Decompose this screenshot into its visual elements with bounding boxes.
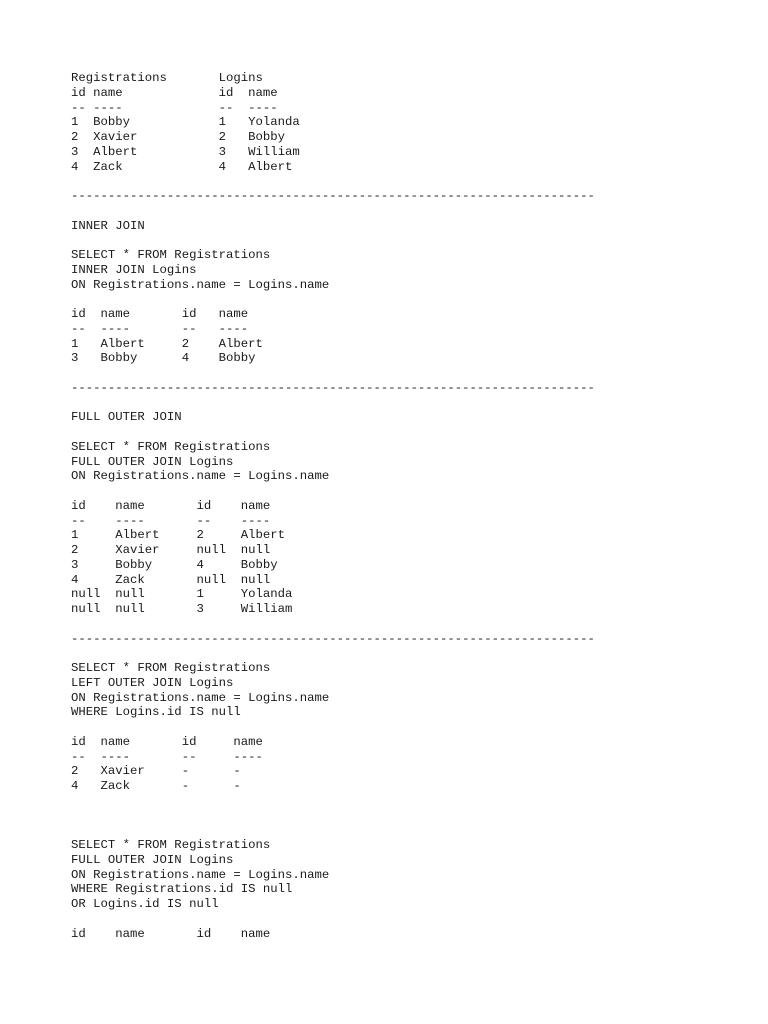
result-line: 2 Xavier - - bbox=[71, 764, 241, 779]
result-line: 1 Albert 2 Albert bbox=[71, 336, 263, 351]
result-line: id name id name bbox=[71, 926, 271, 941]
result-line: 3 Bobby 4 Bobby bbox=[71, 351, 256, 366]
result-line: null null 1 Yolanda bbox=[71, 587, 293, 602]
separator-line: ----------------------------------------------------------------------- bbox=[71, 380, 595, 395]
result-line: -- ---- -- ---- bbox=[71, 513, 271, 528]
doc-line: id name id name bbox=[71, 85, 278, 100]
sql-line: ON Registrations.name = Logins.name bbox=[71, 867, 330, 882]
result-line: null null 3 William bbox=[71, 602, 293, 616]
sql-line: SELECT * FROM Registrations bbox=[71, 661, 271, 675]
sql-line: SELECT * FROM Registrations bbox=[71, 838, 271, 852]
sql-line: LEFT OUTER JOIN Logins bbox=[71, 675, 234, 690]
doc-line: 3 Albert 3 William bbox=[71, 144, 300, 159]
doc-line: 2 Xavier 2 Bobby bbox=[71, 130, 286, 144]
doc-line: 4 Zack 4 Albert bbox=[71, 159, 293, 174]
sql-line: OR Logins.id IS null bbox=[71, 897, 219, 911]
sql-line: ON Registrations.name = Logins.name bbox=[71, 277, 330, 292]
doc-line bbox=[71, 720, 595, 735]
result-line: -- ---- -- ---- bbox=[71, 749, 263, 764]
result-line: id name id name bbox=[71, 307, 249, 321]
section-heading: INNER JOIN bbox=[71, 218, 145, 233]
result-line: 4 Zack null null bbox=[71, 572, 271, 587]
sql-line: ON Registrations.name = Logins.name bbox=[71, 690, 330, 705]
result-line: -- ---- -- ---- bbox=[71, 321, 249, 336]
sql-line: WHERE Registrations.id IS null bbox=[71, 882, 293, 897]
doc-line bbox=[71, 646, 595, 661]
document-text bbox=[71, 71, 595, 941]
doc-line bbox=[71, 292, 595, 307]
doc-line bbox=[71, 425, 595, 440]
doc-line: -- ---- -- ---- bbox=[71, 100, 278, 115]
result-line: 4 Zack - - bbox=[71, 779, 241, 793]
separator-line: ----------------------------------------------------------------------- bbox=[71, 189, 595, 203]
doc-line bbox=[71, 809, 595, 824]
sql-line: WHERE Logins.id IS null bbox=[71, 705, 241, 720]
doc-line bbox=[71, 484, 595, 499]
doc-line bbox=[71, 204, 595, 219]
separator-line: ----------------------------------------------------------------------- bbox=[71, 631, 595, 646]
doc-line bbox=[71, 396, 595, 411]
doc-line bbox=[71, 617, 595, 632]
sql-line: SELECT * FROM Registrations bbox=[71, 248, 271, 262]
sql-line: INNER JOIN Logins bbox=[71, 262, 197, 277]
sql-line: SELECT * FROM Registrations bbox=[71, 439, 271, 454]
result-line: id name id name bbox=[71, 498, 271, 513]
result-line: id name id name bbox=[71, 734, 263, 749]
sql-line: FULL OUTER JOIN Logins bbox=[71, 454, 234, 469]
doc-line bbox=[71, 912, 595, 927]
doc-line: Registrations Logins bbox=[71, 71, 263, 85]
sql-line: ON Registrations.name = Logins.name bbox=[71, 469, 330, 484]
result-line: 3 Bobby 4 Bobby bbox=[71, 557, 278, 572]
doc-line bbox=[71, 174, 595, 189]
doc-line bbox=[71, 366, 595, 381]
doc-line bbox=[71, 233, 595, 248]
doc-line bbox=[71, 794, 595, 809]
doc-line: 1 Bobby 1 Yolanda bbox=[71, 115, 300, 130]
doc-line bbox=[71, 823, 595, 838]
section-heading: FULL OUTER JOIN bbox=[71, 410, 182, 425]
result-line: 2 Xavier null null bbox=[71, 543, 271, 557]
result-line: 1 Albert 2 Albert bbox=[71, 528, 286, 543]
sql-line: FULL OUTER JOIN Logins bbox=[71, 852, 234, 867]
